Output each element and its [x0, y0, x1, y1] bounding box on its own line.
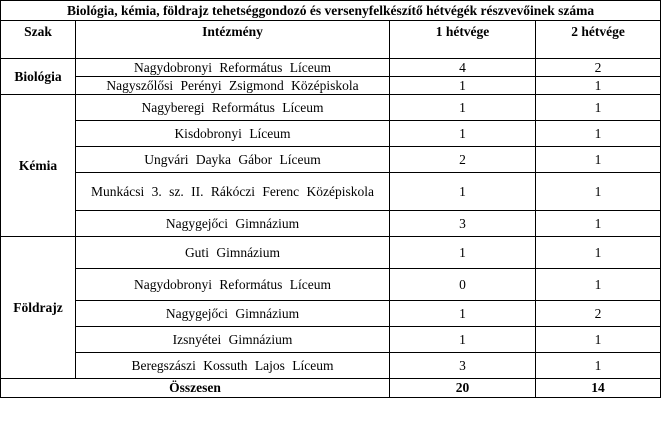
table-title: Biológia, kémia, földrajz tehetséggondozó és versenyfelkészítő hétvégék részvevőinek száma: [1, 1, 661, 21]
table-row: [1, 59, 661, 77]
table-row: [1, 95, 661, 121]
institution-cell: Munkácsi 3. sz. II. Rákóczi Ferenc Középiskola: [76, 173, 390, 211]
institution-cell: Nagyberegi Református Líceum: [76, 95, 390, 121]
weekend-2-cell: 1: [536, 269, 661, 301]
total-row: [1, 379, 661, 398]
weekend-2-cell: 1: [536, 237, 661, 269]
institution-cell: Kisdobronyi Líceum: [76, 121, 390, 147]
institution-cell: Ungvári Dayka Gábor Líceum: [76, 147, 390, 173]
weekend-2-cell: 1: [536, 121, 661, 147]
weekend-1-cell: 3: [390, 211, 536, 237]
header-institution: Intézmény: [76, 21, 390, 59]
total-weekend-1: 20: [390, 379, 536, 398]
title-row: [1, 1, 661, 21]
header-weekend-1: 1 hétvége: [390, 21, 536, 59]
weekend-2-cell: 1: [536, 353, 661, 379]
subject-cell-biologia: Biológia: [1, 59, 76, 95]
weekend-2-cell: 1: [536, 173, 661, 211]
weekend-1-cell: 3: [390, 353, 536, 379]
weekend-1-cell: 0: [390, 269, 536, 301]
subject-cell-foldrajz: Földrajz: [1, 237, 76, 379]
header-weekend-2: 2 hétvége: [536, 21, 661, 59]
weekend-1-cell: 2: [390, 147, 536, 173]
header-subject: Szak: [1, 21, 76, 59]
institution-cell: Nagygejőci Gimnázium: [76, 301, 390, 327]
table-row: [1, 147, 661, 173]
weekend-1-cell: 1: [390, 237, 536, 269]
institution-cell: Beregszászi Kossuth Lajos Líceum: [76, 353, 390, 379]
header-row: [1, 21, 661, 59]
weekend-1-cell: 1: [390, 301, 536, 327]
weekend-1-cell: 1: [390, 173, 536, 211]
institution-cell: Nagydobronyi Református Líceum: [76, 269, 390, 301]
institution-cell: Nagygejőci Gimnázium: [76, 211, 390, 237]
weekend-2-cell: 2: [536, 59, 661, 77]
weekend-2-cell: 1: [536, 147, 661, 173]
weekend-1-cell: 1: [390, 121, 536, 147]
total-label: Összesen: [1, 379, 390, 398]
institution-cell: Izsnyétei Gimnázium: [76, 327, 390, 353]
table-row: [1, 173, 661, 211]
table-row: [1, 269, 661, 301]
institution-cell: Nagydobronyi Református Líceum: [76, 59, 390, 77]
total-weekend-2: 14: [536, 379, 661, 398]
table-row: [1, 301, 661, 327]
institution-cell: Guti Gimnázium: [76, 237, 390, 269]
table-row: [1, 237, 661, 269]
table-row: [1, 353, 661, 379]
weekend-2-cell: 2: [536, 301, 661, 327]
institution-cell: Nagyszőlősi Perényi Zsigmond Középiskola: [76, 77, 390, 95]
weekend-1-cell: 1: [390, 77, 536, 95]
weekend-2-cell: 1: [536, 211, 661, 237]
table-row: [1, 121, 661, 147]
weekend-1-cell: 4: [390, 59, 536, 77]
weekend-2-cell: 1: [536, 77, 661, 95]
table-row: [1, 327, 661, 353]
weekend-1-cell: 1: [390, 327, 536, 353]
weekend-2-cell: 1: [536, 95, 661, 121]
weekend-2-cell: 1: [536, 327, 661, 353]
weekend-1-cell: 1: [390, 95, 536, 121]
table-row: [1, 77, 661, 95]
subject-cell-kemia: Kémia: [1, 95, 76, 237]
table-row: [1, 211, 661, 237]
